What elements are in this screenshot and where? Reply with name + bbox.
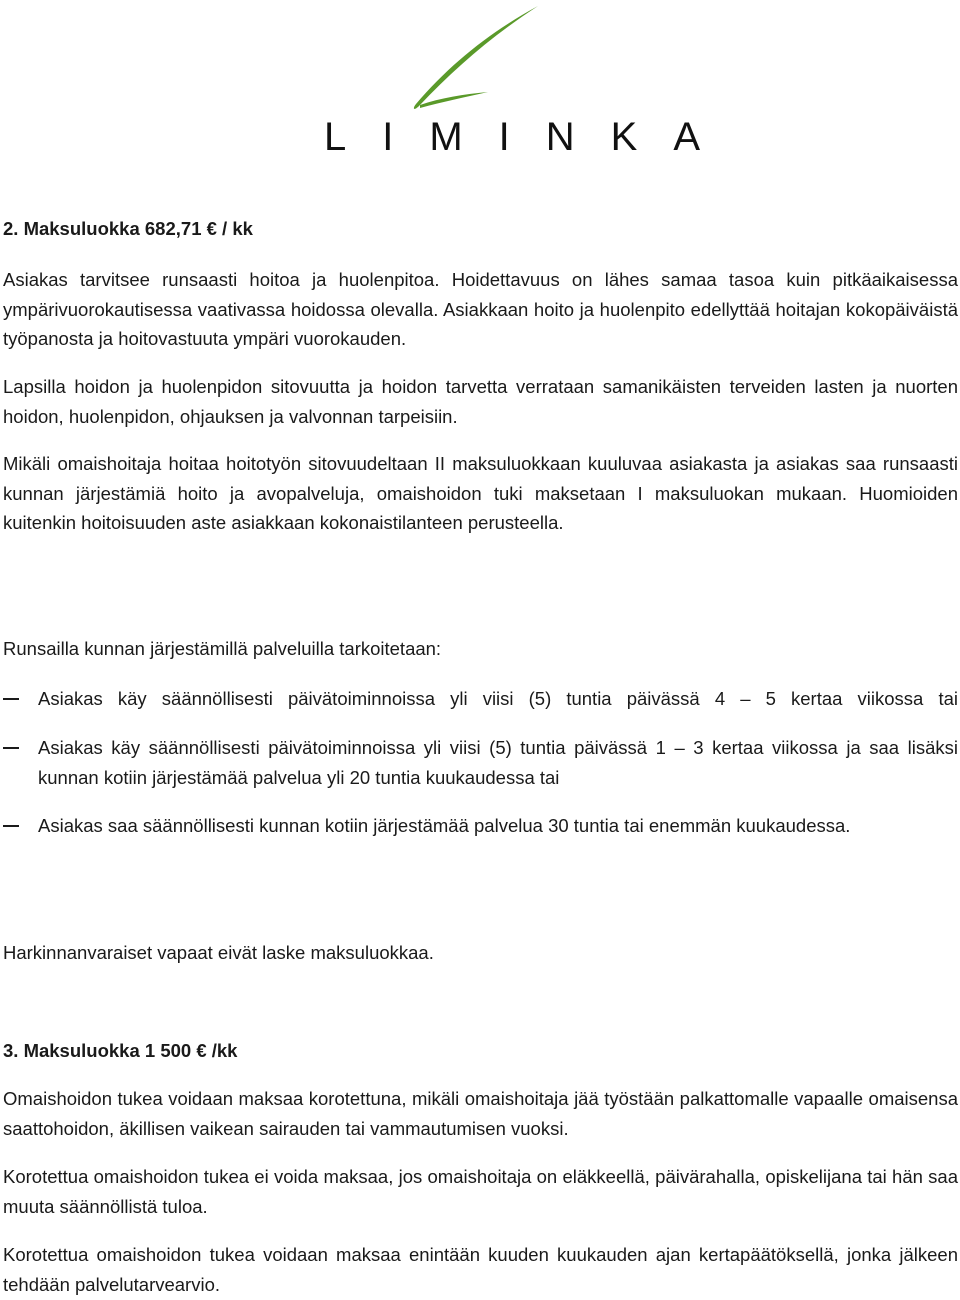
logo-wordmark: LIMINKA <box>324 115 737 159</box>
paragraph: Korotettua omaishoidon tukea ei voida maksaa, jos omaishoitaja on eläkkeellä, päivärahalla, opiskelijana tai hän saa muuta säännöllistä tuloa. <box>3 1166 958 1217</box>
paragraph: Mikäli omaishoitaja hoitaa hoitotyön sitovuudeltaan II maksuluokkaan kuuluvaa asiakasta ja asiakas saa runsaasti kunnan järjestämiä hoito ja avopalveluja, omaishoidon tuki maksetaan I maksuluokan mukaan. Huomioiden kuitenkin hoitoisuuden aste asiakkaan kokonaistilanteen perusteella. <box>3 453 958 533</box>
dash-bullet-icon <box>3 747 19 749</box>
paragraph: Korotettua omaishoidon tukea voidaan maksaa enintään kuuden kuukauden ajan kertapäätöksellä, jonka jälkeen tehdään palvelutarvearvio. <box>3 1244 958 1295</box>
paragraph: Lapsilla hoidon ja huolenpidon sitovuutta ja hoidon tarvetta verrataan samanikäisten terveiden lasten ja nuorten hoidon, huolenpidon, ohjauksen ja valvonnan tarpeisiin. <box>3 376 958 427</box>
dash-bullet-icon <box>3 825 19 827</box>
paragraph: Omaishoidon tukea voidaan maksaa korotettuna, mikäli omaishoitaja jää työstään palkattomalle vapaalle omaisensa saattohoidon, äkillisen vaikean sairauden tai vammautumisen vuoksi. <box>3 1088 958 1139</box>
note: Harkinnanvaraiset vapaat eivät laske maksuluokkaa. <box>3 942 434 963</box>
list-item-text: Asiakas saa säännöllisesti kunnan kotiin järjestämää palvelua 30 tuntia tai enemmän kuukaudessa. <box>38 815 851 836</box>
liminka-logo <box>320 2 737 159</box>
list-intro: Runsailla kunnan järjestämillä palveluilla tarkoitetaan: <box>3 638 442 659</box>
list-item-text: Asiakas käy säännöllisesti päivätoiminnoissa yli viisi (5) tuntia päivässä 1 – 3 kertaa viikossa ja saa lisäksi kunnan kotiin järjestämää palvelua yli 20 tuntia kuukaudessa tai <box>38 737 958 788</box>
section-3-heading: 3. Maksuluokka 1 500 € /kk <box>3 1040 238 1061</box>
list-item-text: Asiakas käy säännöllisesti päivätoiminnoissa yli viisi (5) tuntia päivässä 4 – 5 kertaa viikossa tai <box>38 688 958 709</box>
dash-bullet-icon <box>3 698 19 700</box>
leaf-icon <box>320 2 640 122</box>
section-2-heading: 2. Maksuluokka 682,71 € / kk <box>3 218 253 239</box>
paragraph: Asiakas tarvitsee runsaasti hoitoa ja huolenpitoa. Hoidettavuus on lähes samaa tasoa kuin pitkäaikaisessa ympärivuorokautisessa vaativassa hoidossa olevalla. Asiakkaan hoito ja huolenpito edellyttää hoitajan kokopäiväistä työpanosta ja hoitovastuuta ympäri vuorokauden. <box>3 269 958 349</box>
